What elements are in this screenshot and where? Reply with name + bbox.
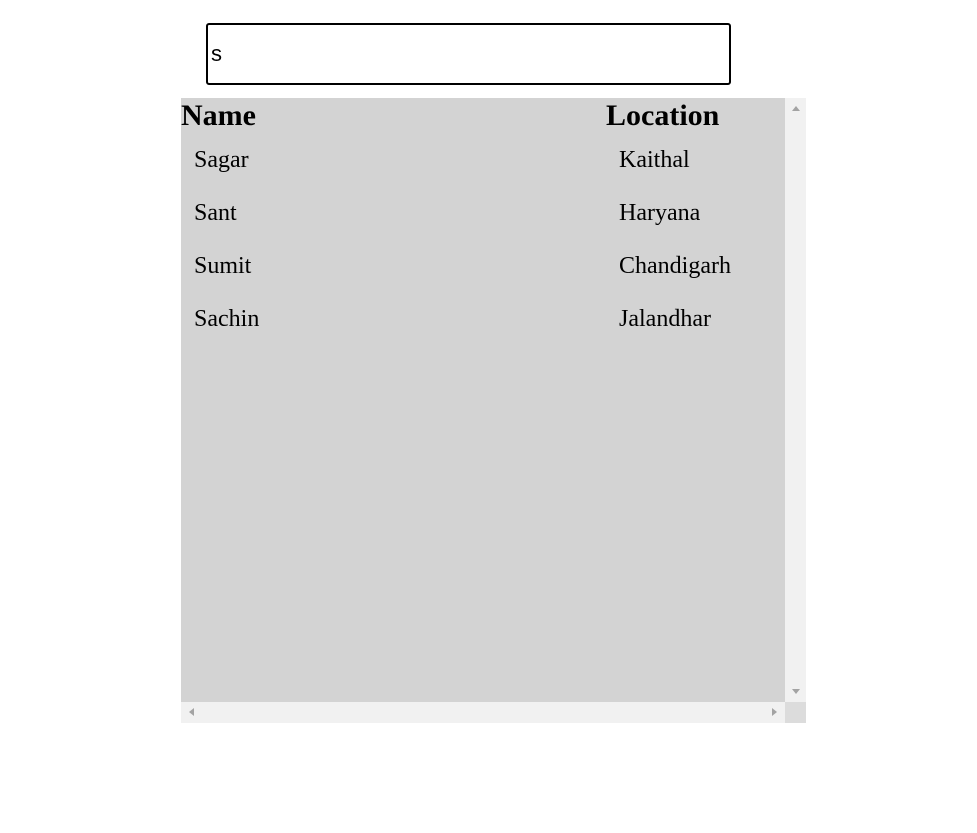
list-item-location: Chandigarh xyxy=(619,253,731,279)
list-item-location: Jalandhar xyxy=(619,306,711,332)
list-item[interactable] xyxy=(181,195,785,248)
list-item-name: Sachin xyxy=(194,306,260,332)
column-header-location: Location xyxy=(606,99,720,132)
results-list-panel xyxy=(181,98,806,723)
results-list-viewport xyxy=(181,98,785,702)
list-item[interactable] xyxy=(181,248,785,301)
list-item[interactable] xyxy=(181,301,785,354)
list-item-name: Sant xyxy=(194,200,237,226)
search-input[interactable] xyxy=(206,23,731,85)
scroll-down-arrow-icon[interactable] xyxy=(792,689,800,694)
scroll-up-arrow-icon[interactable] xyxy=(792,106,800,111)
column-header-name: Name xyxy=(181,99,256,132)
scroll-right-arrow-icon[interactable] xyxy=(772,708,777,716)
list-item-location: Haryana xyxy=(619,200,701,226)
horizontal-scrollbar[interactable] xyxy=(181,702,785,723)
list-item[interactable] xyxy=(181,142,785,195)
scroll-left-arrow-icon[interactable] xyxy=(189,708,194,716)
list-item-location: Kaithal xyxy=(619,147,690,173)
list-item-name: Sagar xyxy=(194,147,249,173)
scrollbar-corner xyxy=(785,702,806,723)
results-rows xyxy=(181,142,785,354)
list-item-name: Sumit xyxy=(194,253,252,279)
vertical-scrollbar[interactable] xyxy=(785,98,806,702)
